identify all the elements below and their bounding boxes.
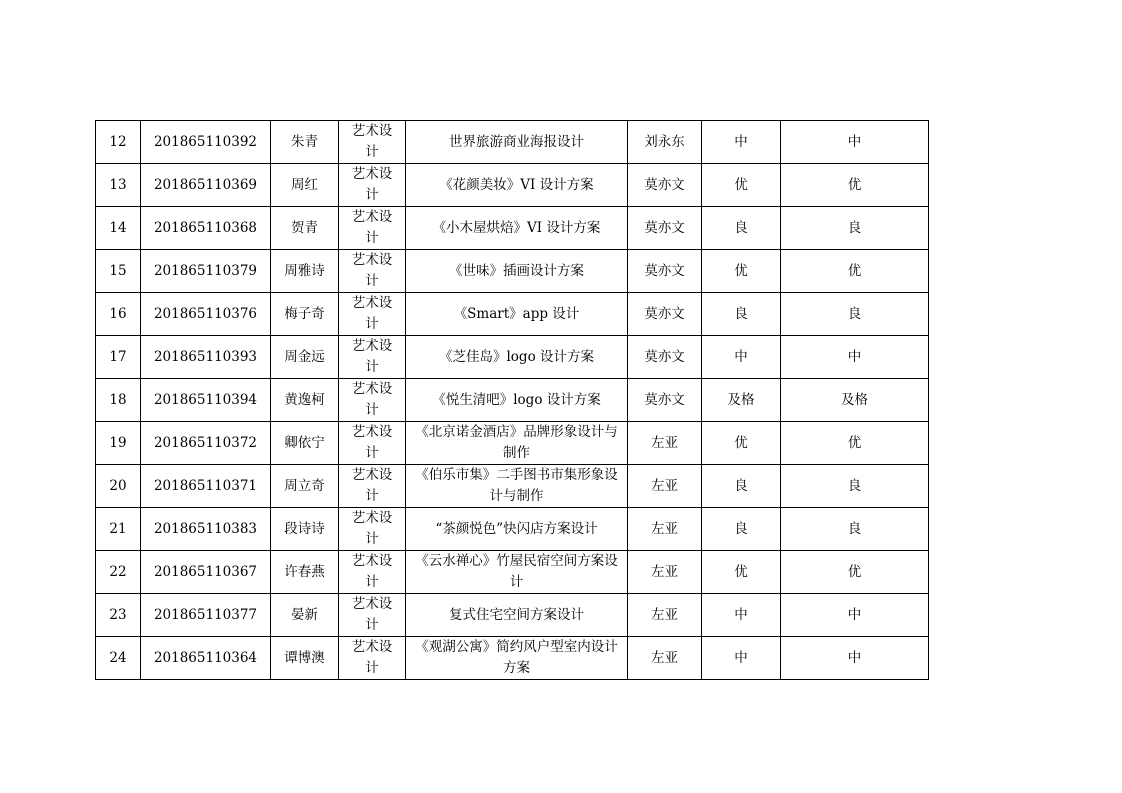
student-name-cell: 段诗诗 (271, 508, 339, 551)
table-row (96, 551, 929, 594)
student-name-cell: 谭博澳 (271, 637, 339, 680)
thesis-title-cell: 《小木屋烘焙》VI 设计方案 (406, 207, 628, 250)
thesis-title-cell: 《世味》插画设计方案 (406, 250, 628, 293)
student-id-cell: 201865110383 (141, 508, 271, 551)
student-id-cell: 201865110376 (141, 293, 271, 336)
student-name-cell: 周金远 (271, 336, 339, 379)
student-name-cell: 卿依宁 (271, 422, 339, 465)
final-grade-cell: 中 (781, 336, 929, 379)
row-number-cell: 15 (96, 250, 141, 293)
thesis-title-cell: 《悦生清吧》logo 设计方案 (406, 379, 628, 422)
student-name-cell: 许春燕 (271, 551, 339, 594)
final-grade-cell: 良 (781, 293, 929, 336)
table-row (96, 164, 929, 207)
final-grade-cell: 优 (781, 250, 929, 293)
table-body (96, 121, 929, 680)
thesis-title-cell: 《伯乐市集》二手图书市集形象设计与制作 (406, 465, 628, 508)
final-grade-cell: 优 (781, 551, 929, 594)
advisor-cell: 左亚 (628, 422, 702, 465)
advisor-grade-cell: 优 (702, 551, 781, 594)
table-row (96, 637, 929, 680)
advisor-cell: 莫亦文 (628, 207, 702, 250)
student-id-cell: 201865110367 (141, 551, 271, 594)
thesis-title-cell: 《北京诺金酒店》品牌形象设计与制作 (406, 422, 628, 465)
row-number-cell: 21 (96, 508, 141, 551)
advisor-grade-cell: 及格 (702, 379, 781, 422)
table-row (96, 207, 929, 250)
thesis-grade-table (95, 120, 929, 680)
advisor-cell: 左亚 (628, 637, 702, 680)
student-name-cell: 周雅诗 (271, 250, 339, 293)
student-id-cell: 201865110394 (141, 379, 271, 422)
major-cell: 艺术设计 (339, 465, 406, 508)
row-number-cell: 16 (96, 293, 141, 336)
table-row (96, 508, 929, 551)
advisor-cell: 左亚 (628, 465, 702, 508)
table-row (96, 422, 929, 465)
advisor-grade-cell: 优 (702, 164, 781, 207)
row-number-cell: 20 (96, 465, 141, 508)
student-id-cell: 201865110369 (141, 164, 271, 207)
table-row (96, 379, 929, 422)
major-cell: 艺术设计 (339, 551, 406, 594)
major-cell: 艺术设计 (339, 207, 406, 250)
advisor-cell: 莫亦文 (628, 336, 702, 379)
final-grade-cell: 及格 (781, 379, 929, 422)
advisor-cell: 左亚 (628, 551, 702, 594)
advisor-cell: 莫亦文 (628, 164, 702, 207)
student-id-cell: 201865110364 (141, 637, 271, 680)
student-id-cell: 201865110393 (141, 336, 271, 379)
student-name-cell: 梅子奇 (271, 293, 339, 336)
thesis-title-cell: 《芝佳岛》logo 设计方案 (406, 336, 628, 379)
major-cell: 艺术设计 (339, 594, 406, 637)
table-row (96, 336, 929, 379)
advisor-cell: 刘永东 (628, 121, 702, 164)
advisor-grade-cell: 中 (702, 594, 781, 637)
major-cell: 艺术设计 (339, 336, 406, 379)
student-id-cell: 201865110377 (141, 594, 271, 637)
student-id-cell: 201865110379 (141, 250, 271, 293)
row-number-cell: 23 (96, 594, 141, 637)
advisor-cell: 莫亦文 (628, 379, 702, 422)
student-name-cell: 贺青 (271, 207, 339, 250)
row-number-cell: 19 (96, 422, 141, 465)
advisor-cell: 左亚 (628, 508, 702, 551)
row-number-cell: 24 (96, 637, 141, 680)
student-id-cell: 201865110371 (141, 465, 271, 508)
advisor-cell: 左亚 (628, 594, 702, 637)
row-number-cell: 12 (96, 121, 141, 164)
student-id-cell: 201865110368 (141, 207, 271, 250)
thesis-title-cell: 复式住宅空间方案设计 (406, 594, 628, 637)
student-name-cell: 晏新 (271, 594, 339, 637)
final-grade-cell: 良 (781, 508, 929, 551)
major-cell: 艺术设计 (339, 422, 406, 465)
student-id-cell: 201865110372 (141, 422, 271, 465)
final-grade-cell: 良 (781, 465, 929, 508)
major-cell: 艺术设计 (339, 637, 406, 680)
thesis-title-cell: 《观湖公寓》简约风户型室内设计方案 (406, 637, 628, 680)
student-id-cell: 201865110392 (141, 121, 271, 164)
student-name-cell: 周红 (271, 164, 339, 207)
major-cell: 艺术设计 (339, 164, 406, 207)
major-cell: 艺术设计 (339, 508, 406, 551)
table-row (96, 250, 929, 293)
student-name-cell: 周立奇 (271, 465, 339, 508)
final-grade-cell: 良 (781, 207, 929, 250)
table-row (96, 465, 929, 508)
advisor-grade-cell: 良 (702, 207, 781, 250)
thesis-title-cell: 《花颜美妆》VI 设计方案 (406, 164, 628, 207)
advisor-grade-cell: 优 (702, 422, 781, 465)
row-number-cell: 17 (96, 336, 141, 379)
row-number-cell: 18 (96, 379, 141, 422)
major-cell: 艺术设计 (339, 379, 406, 422)
advisor-grade-cell: 中 (702, 336, 781, 379)
table-row (96, 121, 929, 164)
thesis-title-cell: 《Smart》app 设计 (406, 293, 628, 336)
major-cell: 艺术设计 (339, 121, 406, 164)
advisor-grade-cell: 良 (702, 293, 781, 336)
table-row (96, 594, 929, 637)
major-cell: 艺术设计 (339, 250, 406, 293)
final-grade-cell: 优 (781, 164, 929, 207)
advisor-grade-cell: 中 (702, 637, 781, 680)
thesis-title-cell: 《云水禅心》竹屋民宿空间方案设计 (406, 551, 628, 594)
final-grade-cell: 中 (781, 594, 929, 637)
student-name-cell: 黄逸柯 (271, 379, 339, 422)
advisor-grade-cell: 良 (702, 465, 781, 508)
student-name-cell: 朱青 (271, 121, 339, 164)
table-row (96, 293, 929, 336)
major-cell: 艺术设计 (339, 293, 406, 336)
final-grade-cell: 优 (781, 422, 929, 465)
final-grade-cell: 中 (781, 121, 929, 164)
advisor-cell: 莫亦文 (628, 250, 702, 293)
thesis-title-cell: “茶颜悦色”快闪店方案设计 (406, 508, 628, 551)
final-grade-cell: 中 (781, 637, 929, 680)
advisor-grade-cell: 良 (702, 508, 781, 551)
row-number-cell: 14 (96, 207, 141, 250)
advisor-grade-cell: 优 (702, 250, 781, 293)
row-number-cell: 22 (96, 551, 141, 594)
row-number-cell: 13 (96, 164, 141, 207)
advisor-grade-cell: 中 (702, 121, 781, 164)
advisor-cell: 莫亦文 (628, 293, 702, 336)
thesis-title-cell: 世界旅游商业海报设计 (406, 121, 628, 164)
